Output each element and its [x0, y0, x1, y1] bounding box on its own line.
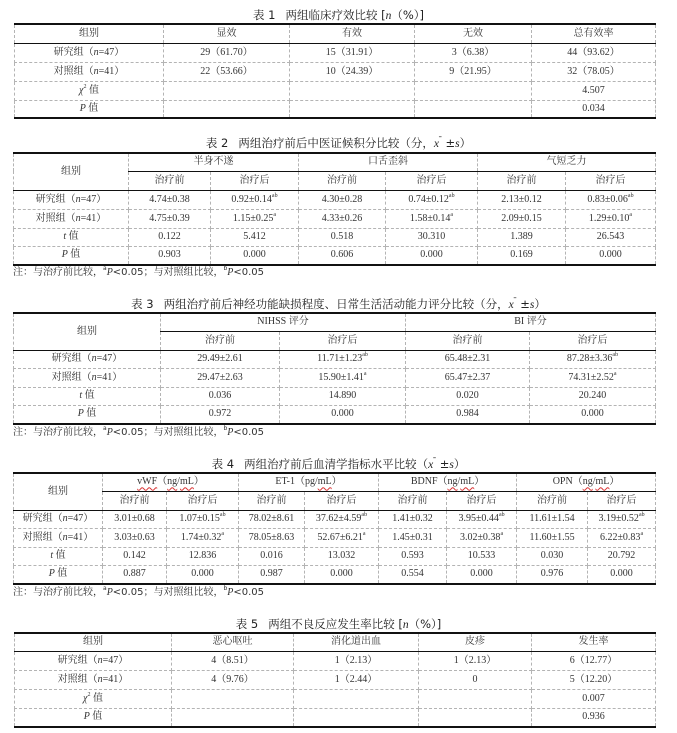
row-label: 研究组（n=47）	[15, 43, 164, 62]
table-row	[14, 565, 656, 584]
cell: 0.92±0.14$^{ab}$	[211, 190, 299, 209]
row-label: $\chi^2$ 值	[15, 81, 164, 100]
cell: 52.67±6.21$^a$	[305, 528, 379, 547]
subheader-cell: 治疗前	[103, 491, 167, 510]
header-group: 半身不遂	[129, 153, 299, 171]
subheader-cell: 治疗后	[530, 331, 656, 350]
table-row	[15, 100, 656, 118]
row-label: 研究组（n=47）	[14, 510, 103, 528]
cell: 4.507	[532, 81, 656, 100]
cell: 0.936	[532, 708, 656, 727]
table-row	[15, 708, 656, 727]
cell: 87.28±3.36$^{ab}$	[530, 350, 656, 368]
header-cell: 皮疹	[419, 633, 532, 651]
header-row	[14, 153, 656, 171]
table-row	[15, 62, 656, 81]
cell: 1.41±0.32	[379, 510, 447, 528]
cell: 1.45±0.31	[379, 528, 447, 547]
cell: 0.000	[530, 405, 656, 424]
header-row	[15, 633, 656, 651]
table-row	[14, 228, 656, 246]
cell: 0.593	[379, 547, 447, 565]
cell	[290, 81, 415, 100]
table-row	[15, 689, 656, 708]
header-cell: 无效	[415, 24, 532, 43]
row-label: $\chi^2$ 值	[15, 689, 172, 708]
cell: 0.122	[129, 228, 211, 246]
subheader-cell: 治疗后	[566, 171, 656, 190]
table-row	[15, 43, 656, 62]
cell: 0.887	[103, 565, 167, 584]
cell: 0.016	[239, 547, 305, 565]
cell: 0.518	[299, 228, 386, 246]
cell: 0.000	[447, 565, 517, 584]
table-2-tcm-syndrome-scores	[13, 152, 656, 266]
row-label: 研究组（n=47）	[14, 190, 129, 209]
cell: 0.606	[299, 246, 386, 265]
cell: 4.30±0.28	[299, 190, 386, 209]
header-group-opn: OPN（ng/mL）	[517, 473, 656, 491]
row-label: P 值	[15, 100, 164, 118]
cell: 0.000	[386, 246, 478, 265]
table-1-clinical-efficacy	[14, 23, 656, 119]
table-5-title: 表 5 两组不良反应发生率比较 [n（%）]	[235, 617, 442, 631]
row-label: 对照组（n=41）	[15, 670, 172, 689]
header-group: NIHSS 评分	[161, 313, 406, 331]
row-label: 研究组（n=47）	[14, 350, 161, 368]
row-label: t 值	[14, 228, 129, 246]
cell: 0.036	[161, 387, 280, 405]
cell: 29.47±2.63	[161, 368, 280, 387]
cell	[172, 689, 294, 708]
subheader-cell: 治疗前	[379, 491, 447, 510]
cell: 20.240	[530, 387, 656, 405]
cell: 1（2.13）	[294, 651, 419, 670]
cell: 0.972	[161, 405, 280, 424]
cell: 1.15±0.25$^a$	[211, 209, 299, 228]
cell	[294, 708, 419, 727]
cell: 26.543	[566, 228, 656, 246]
cell: 29（61.70）	[164, 43, 290, 62]
cell	[419, 708, 532, 727]
header-group-et1: ET-1（pg/mL）	[239, 473, 379, 491]
table-row	[15, 670, 656, 689]
header-row	[15, 24, 656, 43]
table-2-title: 表 2 两组治疗前后中医证候积分比较（分，x¯ ±s）	[205, 136, 472, 150]
cell: 5.412	[211, 228, 299, 246]
cell	[164, 81, 290, 100]
table-3-note: 注：与治疗前比较，$^a$P<0.05；与对照组比较，$^b$P<0.05	[13, 425, 265, 438]
header-cell: 组别	[15, 633, 172, 651]
subheader-cell: 治疗前	[161, 331, 280, 350]
table-row	[15, 81, 656, 100]
cell: 3.01±0.68	[103, 510, 167, 528]
cell: 5（12.20）	[532, 670, 656, 689]
row-label: 对照组（n=41）	[14, 528, 103, 547]
cell: 3.02±0.38$^a$	[447, 528, 517, 547]
header-cell: 消化道出血	[294, 633, 419, 651]
cell: 22（53.66）	[164, 62, 290, 81]
cell: 78.05±8.63	[239, 528, 305, 547]
table-number: 表 1	[252, 8, 276, 22]
table-row	[14, 547, 656, 565]
cell: 3.95±0.44$^{ab}$	[447, 510, 517, 528]
cell: 65.47±2.37	[406, 368, 530, 387]
subheader-cell: 治疗后	[211, 171, 299, 190]
cell: 0.034	[532, 100, 656, 118]
cell: 78.02±8.61	[239, 510, 305, 528]
table-5-adverse-reactions	[14, 632, 656, 728]
row-label: t 值	[14, 547, 103, 565]
header-cell: 恶心呕吐	[172, 633, 294, 651]
table-4-title: 表 4 两组治疗前后血清学指标水平比较（x¯ ±s）	[211, 457, 466, 471]
cell: 1（2.13）	[419, 651, 532, 670]
cell: 29.49±2.61	[161, 350, 280, 368]
subheader-cell: 治疗后	[305, 491, 379, 510]
cell	[290, 100, 415, 118]
table-row	[15, 651, 656, 670]
cell: 11.60±1.55	[517, 528, 588, 547]
table-row	[14, 528, 656, 547]
row-label: P 值	[14, 405, 161, 424]
cell: 12.836	[167, 547, 239, 565]
row-label: 对照组（n=41）	[14, 368, 161, 387]
cell: 74.31±2.52$^a$	[530, 368, 656, 387]
cell: 32（78.05）	[532, 62, 656, 81]
cell: 15.90±1.41$^a$	[280, 368, 406, 387]
cell	[415, 81, 532, 100]
header-cell: 发生率	[532, 633, 656, 651]
cell: 1（2.44）	[294, 670, 419, 689]
cell: 0.000	[167, 565, 239, 584]
cell: 2.13±0.12	[478, 190, 566, 209]
cell: 0.903	[129, 246, 211, 265]
subheader-cell: 治疗后	[447, 491, 517, 510]
cell: 4.75±0.39	[129, 209, 211, 228]
row-label: 研究组（n=47）	[15, 651, 172, 670]
cell: 0.020	[406, 387, 530, 405]
header-group: 气短乏力	[478, 153, 656, 171]
cell: 4.33±0.26	[299, 209, 386, 228]
cell: 11.71±1.23$^{ab}$	[280, 350, 406, 368]
cell: 6.22±0.83$^a$	[588, 528, 656, 547]
cell: 20.792	[588, 547, 656, 565]
cell: 0.169	[478, 246, 566, 265]
row-label: P 值	[14, 246, 129, 265]
row-label: P 值	[15, 708, 172, 727]
cell: 10.533	[447, 547, 517, 565]
cell: 11.61±1.54	[517, 510, 588, 528]
header-row	[14, 473, 656, 491]
subheader-cell: 治疗前	[406, 331, 530, 350]
header-row	[14, 313, 656, 331]
table-1-title: 表 1 两组临床疗效比较 [n（%）]	[252, 8, 425, 22]
table-2-note: 注：与治疗前比较，$^a$P<0.05；与对照组比较，$^b$P<0.05	[13, 265, 265, 278]
row-label: 对照组（n=41）	[15, 62, 164, 81]
cell: 9（21.95）	[415, 62, 532, 81]
subheader-cell: 治疗后	[167, 491, 239, 510]
cell: 44（93.62）	[532, 43, 656, 62]
header-cell-group: 组别	[14, 313, 161, 350]
cell: 3.03±0.63	[103, 528, 167, 547]
cell: 0.000	[566, 246, 656, 265]
cell: 1.58±0.14$^a$	[386, 209, 478, 228]
table-row	[14, 387, 656, 405]
subheader-cell: 治疗后	[588, 491, 656, 510]
cell: 0.030	[517, 547, 588, 565]
cell: 4（8.51）	[172, 651, 294, 670]
cell	[415, 100, 532, 118]
row-label: 对照组（n=41）	[14, 209, 129, 228]
subheader-cell: 治疗前	[478, 171, 566, 190]
subheader-cell: 治疗前	[299, 171, 386, 190]
cell: 2.09±0.15	[478, 209, 566, 228]
cell: 4.74±0.38	[129, 190, 211, 209]
cell: 3.19±0.52$^{ab}$	[588, 510, 656, 528]
cell: 0.000	[211, 246, 299, 265]
cell: 3（6.38）	[415, 43, 532, 62]
cell: 0.984	[406, 405, 530, 424]
cell: 0.142	[103, 547, 167, 565]
table-3-nihss-bi-scores	[13, 312, 656, 425]
table-row	[14, 510, 656, 528]
header-group: 口舌歪斜	[299, 153, 478, 171]
cell: 10（24.39）	[290, 62, 415, 81]
table-3-title: 表 3 两组治疗前后神经功能缺损程度、日常生活活动能力评分比较（分，x¯ ±s）	[131, 297, 546, 311]
cell: 37.62±4.59$^{ab}$	[305, 510, 379, 528]
cell: 0	[419, 670, 532, 689]
table-row	[14, 368, 656, 387]
table-4-serum-markers	[13, 472, 656, 585]
header-group-vwf: vWF（ng/mL）	[103, 473, 239, 491]
cell: 0.976	[517, 565, 588, 584]
header-cell: 总有效率	[532, 24, 656, 43]
subheader-cell: 治疗前	[517, 491, 588, 510]
subheader-cell: 治疗前	[129, 171, 211, 190]
cell: 0.000	[588, 565, 656, 584]
cell: 0.554	[379, 565, 447, 584]
header-cell: 有效	[290, 24, 415, 43]
subheader-row	[14, 491, 656, 510]
table-row	[14, 350, 656, 368]
cell: 0.007	[532, 689, 656, 708]
table-row	[14, 190, 656, 209]
cell: 30.310	[386, 228, 478, 246]
header-cell-group: 组别	[14, 153, 129, 190]
cell: 65.48±2.31	[406, 350, 530, 368]
table-row	[14, 209, 656, 228]
cell	[172, 708, 294, 727]
header-group: BI 评分	[406, 313, 656, 331]
cell: 1.389	[478, 228, 566, 246]
row-label: t 值	[14, 387, 161, 405]
cell: 14.890	[280, 387, 406, 405]
table-row	[14, 405, 656, 424]
cell: 1.07±0.15$^{ab}$	[167, 510, 239, 528]
cell: 1.29±0.10$^a$	[566, 209, 656, 228]
table-4-note: 注：与治疗前比较，$^a$P<0.05；与对照组比较，$^b$P<0.05	[13, 585, 265, 598]
header-cell: 组别	[15, 24, 164, 43]
cell: 6（12.77）	[532, 651, 656, 670]
subheader-cell: 治疗前	[239, 491, 305, 510]
header-group-bdnf: BDNF（ng/mL）	[379, 473, 517, 491]
row-label: P 值	[14, 565, 103, 584]
cell: 15（31.91）	[290, 43, 415, 62]
header-cell-group: 组别	[14, 473, 103, 510]
cell: 0.83±0.06$^{ab}$	[566, 190, 656, 209]
cell: 13.032	[305, 547, 379, 565]
cell	[294, 689, 419, 708]
cell: 4（9.76）	[172, 670, 294, 689]
cell: 0.000	[305, 565, 379, 584]
cell	[164, 100, 290, 118]
cell: 1.74±0.32$^a$	[167, 528, 239, 547]
cell: 0.000	[280, 405, 406, 424]
subheader-cell: 治疗后	[280, 331, 406, 350]
header-cell: 显效	[164, 24, 290, 43]
subheader-cell: 治疗后	[386, 171, 478, 190]
cell	[419, 689, 532, 708]
cell: 0.987	[239, 565, 305, 584]
table-row	[14, 246, 656, 265]
cell: 0.74±0.12$^{ab}$	[386, 190, 478, 209]
